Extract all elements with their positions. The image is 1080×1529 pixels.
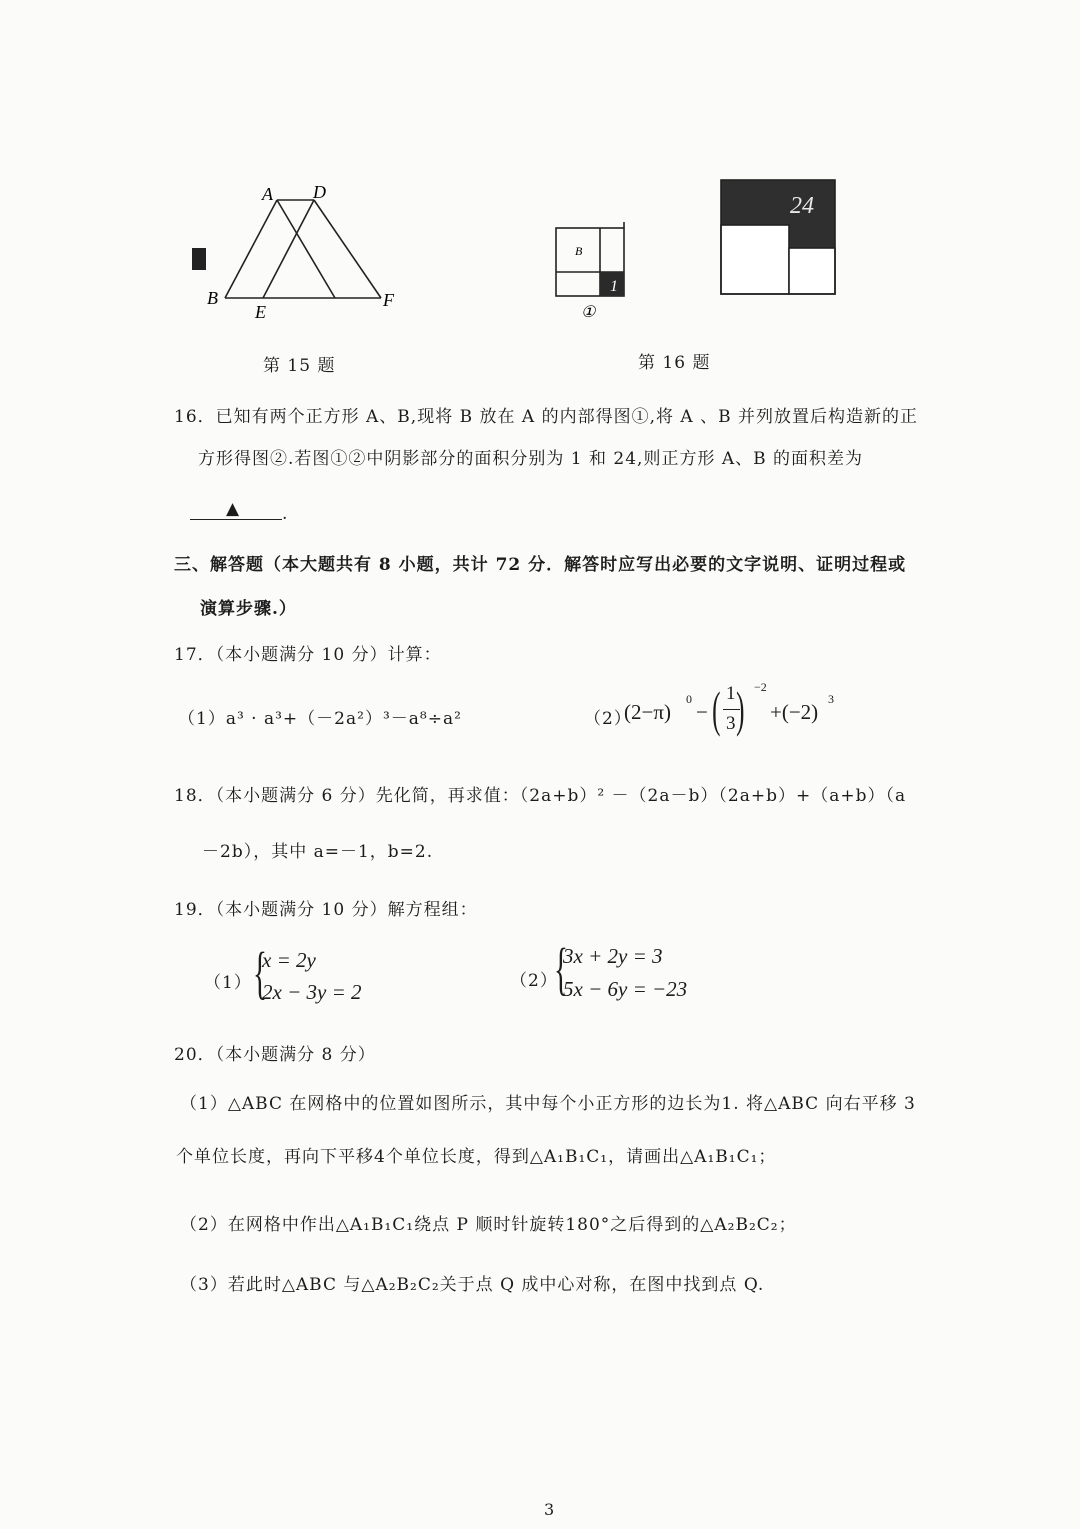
q17-part2-label: （2） [584,709,632,729]
q17-part2-exp0: 0 [686,692,692,706]
label-F: F [383,290,394,310]
q16-line1: 16．已知有两个正方形 A、B,现将 B 放在 A 的内部得图①,将 A 、B 并列放置后构造新的正 [174,407,918,427]
q20-part2: （2）在网格中作出△A₁B₁C₁绕点 P 顺时针旋转180°之后得到的△A₂B₂C₂； [180,1215,797,1235]
large-shade-value: 24 [790,193,814,219]
q19-part1-eq1: x = 2y [262,948,316,972]
q19-part2-label: （2） [510,971,558,991]
small-shade-value: 1 [610,278,618,295]
fig-circle-1: ① [581,304,596,321]
q16-answer-blank [190,501,282,520]
q19-part2-eq1: 3x + 2y = 3 [563,944,663,968]
q19-header: 19．（本小题满分 10 分）解方程组： [174,900,478,920]
small-square-label: B [575,244,583,258]
q17-part2-plus: +(−2) [770,700,819,724]
q20-part1-line2: 个单位长度，再向下平移4个单位长度，得到△A₁B₁C₁，请画出△A₁B₁C₁； [176,1147,777,1167]
q17-part2-num: 1 [726,683,736,704]
q20-part1-line1: （1）△ABC 在网格中的位置如图所示，其中每个小正方形的边长为1. 将△ABC 向右平移 3 [180,1094,916,1114]
section3-heading-cont: 演算步骤.） [200,599,297,619]
q16-answer-tail: . [282,504,289,524]
q20-part3: （3）若此时△ABC 与△A₂B₂C₂关于点 Q 成中心对称，在图中找到点 Q. [180,1275,765,1295]
fig15-caption: 第 15 题 [263,356,336,376]
fig16-caption: 第 16 题 [638,353,711,373]
figure-16-large [718,177,840,297]
section3-heading: 三、解答题（本大题共有 8 小题，共计 72 分．解答时应写出必要的文字说明、证明过程或 [174,555,907,575]
q16-line2: 方形得图②.若图①②中阴影部分的面积分别为 1 和 24,则正方形 A、B 的面积差为 [198,449,864,469]
q19-part2-brace: { [553,936,568,1001]
q17-part2-lparen: ( [712,681,721,737]
q17-part2-minus: − [696,700,708,724]
answer-triangle-icon: ▲ [226,499,240,519]
label-E: E [255,302,266,322]
q17-part2-exp: −2 [754,680,767,694]
q17-part2-den: 3 [726,713,736,734]
q17-part2-base: (2−π) [624,700,671,724]
q17-part1: （1）a³ · a³+（－2a²）³－a⁸÷a² [178,709,462,729]
q20-header: 20．（本小题满分 8 分） [174,1045,376,1065]
scan-artifact-mark [192,248,206,270]
label-B: B [207,288,218,308]
label-D: D [313,182,326,202]
q19-part1-label: （1） [204,973,252,993]
q18-line1: 18．（本小题满分 6 分）先化简，再求值：（2a+b）² －（2a－b）（2a+b）+（a+b）（a [174,786,907,806]
q17-part2-exp3: 3 [828,692,834,706]
q17-part2-rparen: ) [736,681,745,737]
figure-15 [185,180,405,325]
page-number: 3 [544,1500,555,1519]
q18-line2: －2b），其中 a=－1，b=2. [202,842,434,862]
q17-header: 17．（本小题满分 10 分）计算： [174,645,442,665]
q19-part2-eq2: 5x − 6y = −23 [563,977,688,1001]
q19-part1-brace: { [252,940,267,1005]
figure-16-small [550,218,635,323]
q19-part1-eq2: 2x − 3y = 2 [262,980,362,1004]
label-A: A [262,184,273,204]
